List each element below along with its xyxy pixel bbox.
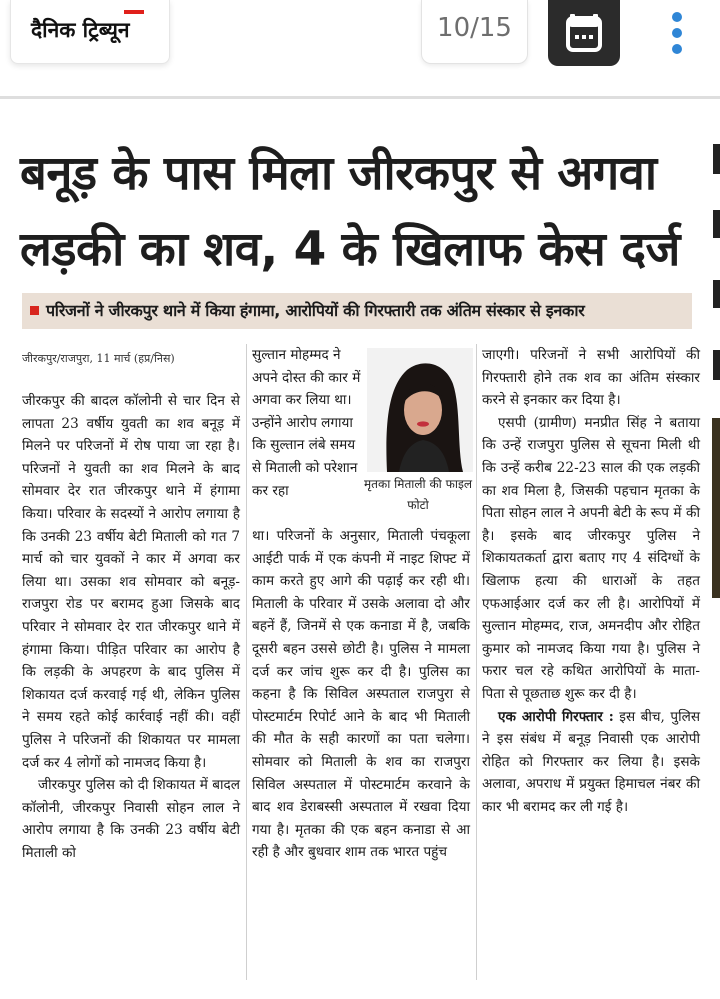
brand-name: दैनिक ट्रिब्यून xyxy=(31,18,130,42)
next-page-headline-fragment xyxy=(713,280,720,308)
calendar-icon xyxy=(566,12,602,52)
article-column-2-top: सुल्तान मोहम्मद ने अपने दोस्त की कार में अगवा कर लिया था। उन्होंने आरोप लगाया कि सुल्तान लंबे समय से मिताली को परेशान कर रहा xyxy=(252,347,361,499)
column-3-paragraph-1: जाएगी। परिजनों ने सभी आरोपियों की गिरफ्तारी होने तक शव का अंतिम संस्कार करने से इनकार कर दिया है। xyxy=(482,347,700,409)
article-column-3 xyxy=(482,344,700,818)
dateline: जीरकपुर/राजपुरा, 11 मार्च (हप्र/निस) xyxy=(22,352,175,365)
column-rule xyxy=(246,344,247,980)
menu-dot xyxy=(672,44,682,54)
column-3-paragraph-3: इस बीच, पुलिस ने इस संबंध में बनूड़ निवासी एक आरोपी रोहित को गिरफ्तार कर लिया है। इसके अलावा, अपराध में प्रयुक्त हिमाचल नंबर की कार भी बरामद कर ली गई है। xyxy=(482,708,701,815)
subheadline-text: परिजनों ने जीरकपुर थाने में किया हंगामा, आरोपियों की गिरफ्तारी तक अंतिम संस्कार से इनकार xyxy=(46,301,585,320)
victim-photo xyxy=(367,348,473,472)
next-page-edge[interactable] xyxy=(711,100,720,999)
next-page-headline-fragment xyxy=(713,350,720,380)
next-page-image-fragment xyxy=(712,418,720,598)
page-indicator[interactable]: 10/15 xyxy=(421,0,528,64)
kebab-menu-icon[interactable] xyxy=(665,10,689,62)
portrait-image xyxy=(367,348,473,472)
column-rule xyxy=(476,344,477,980)
column-1-paragraph-2: जीरकपुर पुलिस को दी शिकायत में बादल कॉलोनी, जीरकपुर निवासी सोहन लाल ने आरोप लगाया है कि उनकी 23 वर्षीय बेटी मिताली को xyxy=(22,777,240,861)
calendar-button[interactable] xyxy=(548,0,620,66)
brand-mark xyxy=(124,10,144,14)
article-column-2-bottom: था। परिजनों के अनुसार, मिताली पंचकूला आईटी पार्क में एक कंपनी में नाइट शिफ्ट में काम करते हुए आगे की पढ़ाई कर रही थी। मिताली के परिवार में उसके अलावा दो और बहनें हैं, जिनमें से एक कनाडा में है, जबकि दूसरी बहन उससे छोटी है। पुलिस ने मामला दर्ज कर जांच शुरू कर दी है। पुलिस का कहना है कि सिविल अस्पताल राजपुरा से पोस्टमार्टम रिपोर्ट आने के बाद भी मिताली की मौत के सही कारणों का पता चलेगा। सोमवार को मिताली के शव का राजपुरा सिविल अस्पताल में पोस्टमार्टम करवाने के बाद शव डेराबस्सी अस्पताल में रखवा दिया गया है। मृतका की एक बहन कनाडा से आ रही है और बुधवार शाम तक भारत पहुंच xyxy=(252,528,470,861)
photo-caption: मृतका मिताली की फाइल फोटो xyxy=(364,477,472,512)
headline-line-1: बनूड़ के पास मिला जीरकपुर से अगवा xyxy=(20,146,657,201)
headline xyxy=(20,136,700,288)
app-bar xyxy=(0,0,720,82)
next-page-headline-fragment xyxy=(713,210,720,238)
headline-line-2: लड़की का शव, 4 के खिलाफ केस दर्ज xyxy=(20,222,680,277)
menu-dot xyxy=(672,12,682,22)
column-3-subheading: एक आरोपी गिरफ्तार : xyxy=(498,708,614,725)
article-column-1 xyxy=(22,390,240,864)
brand-logo[interactable] xyxy=(10,0,170,64)
column-3-paragraph-2: एसपी (ग्रामीण) मनप्रीत सिंह ने बताया कि उन्हें राजपुरा पुलिस से सूचना मिली थी कि उन्हें करीब 22-23 साल की एक लड़की का शव मिला है, जिसकी पहचान मृतका के पिता सोहन लाल ने अपनी बेटी के रूप में की है। इसके बाद जीरकपुर पुलिस ने शिकायतकर्ता द्वारा बताए गए 4 संदिग्धों के खिलाफ हत्या की धाराओं के तहत एफआईआर दर्ज कर ली है। आरोपियों में सुल्तान मोहम्मद, राज, अमनदीप और रोहित कुमार को नामजद किया गया है। पुलिस ने फरार चल रहे कथित आरोपियों के माता-पिता से पूछताछ शुरू कर दी है। xyxy=(482,414,700,702)
app-bar-divider xyxy=(0,96,720,99)
next-page-headline-fragment xyxy=(713,144,720,174)
subheadline-strip xyxy=(22,293,692,329)
menu-dot xyxy=(672,28,682,38)
column-1-paragraph-1: जीरकपुर की बादल कॉलोनी से चार दिन से लापता 23 वर्षीय युवती का शव बनूड़ में मिलने पर परिजनों में रोष पाया जा रहा है। परिजनों ने युवती का शव मिलने के बाद सोमवार देर रात जीरकपुर थाने में हंगामा किया। परिवार के सदस्यों ने आरोप लगाया है कि उनकी 23 वर्षीय बेटी मिताली को गत 7 मार्च को चार युवकों ने कार में अगवा कर लिया था। उसका शव सोमवार को बनूड़-राजपुरा रोड पर बरामद हुआ जिसके बाद परिवार ने सोमवार देर रात जीरकपुर थाने में हंगामा किया। पीड़ित परिवार का आरोप है कि लड़की के अपहरण के बाद पुलिस में शिकायत दर्ज करवाई गई थी, लेकिन पुलिस ने समय रहते कोई कार्रवाई नहीं की। वहीं पुलिस ने परिजनों की शिकायत पर मामला दर्ज कर 4 लोगों को नामजद किया है। xyxy=(22,393,240,771)
bullet-square-icon xyxy=(30,306,39,315)
